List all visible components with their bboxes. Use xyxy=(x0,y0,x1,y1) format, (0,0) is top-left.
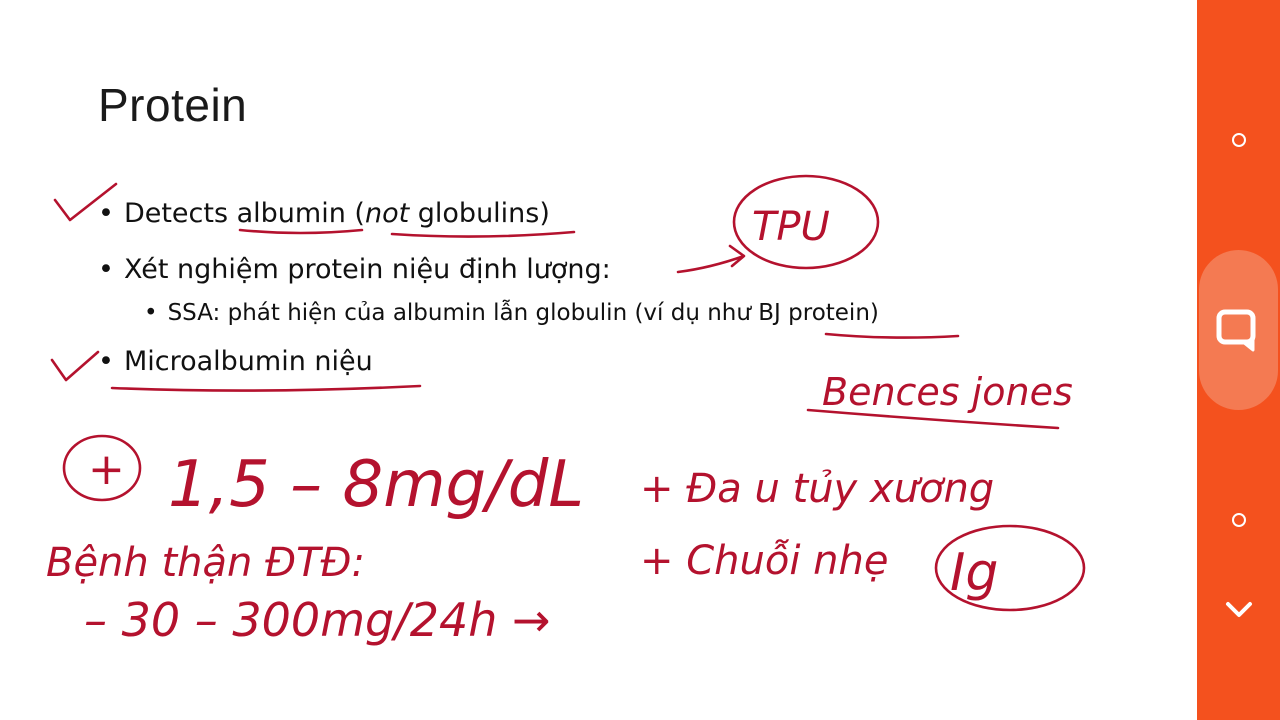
tpu-text: TPU xyxy=(752,204,830,250)
bullet-dot: • xyxy=(98,346,114,377)
lower-circle-button[interactable] xyxy=(1197,500,1280,540)
plus-circle xyxy=(64,436,140,500)
da-u-tuy-text: + Đa u tủy xương xyxy=(640,466,995,512)
chuoi-nhe-text: + Chuỗi nhẹ xyxy=(640,538,889,584)
circle-icon xyxy=(1232,513,1246,527)
bullet-dot: • xyxy=(98,254,114,285)
sub-bullet-ssa: • SSA: phát hiện của albumin lẫn globulin (ví dụ như BJ protein) xyxy=(144,300,879,326)
underline-bj-protein xyxy=(826,334,958,338)
ig-text: Ig xyxy=(950,543,999,603)
side-nav-bar xyxy=(1197,0,1280,720)
bullet-dot: • xyxy=(98,198,114,229)
bullet-dot: • xyxy=(144,300,158,326)
circle-icon xyxy=(1232,133,1246,147)
checkmark-2 xyxy=(52,352,98,380)
underline-bences xyxy=(808,410,1058,428)
bullet-microalbumin: • Microalbumin niệu xyxy=(98,346,373,377)
bullet-detects-albumin: • Detects albumin (not globulins) xyxy=(98,198,550,229)
bences-jones-text: Bences jones xyxy=(822,370,1073,414)
range-24h-text: – 30 – 300mg/24h → xyxy=(84,593,551,647)
chat-icon xyxy=(1213,306,1265,354)
chat-button[interactable] xyxy=(1199,250,1278,410)
arrow-to-tpu xyxy=(678,246,744,272)
tpu-circle xyxy=(734,176,878,268)
albumin-word: albumin xyxy=(236,198,346,229)
expand-button[interactable] xyxy=(1197,588,1280,632)
range-text: 1,5 – 8mg/dL xyxy=(168,448,584,522)
underline-microalbumin xyxy=(112,386,420,391)
top-circle-button[interactable] xyxy=(1197,120,1280,160)
bullet-xet-nghiem: • Xét nghiệm protein niệu định lượng: xyxy=(98,254,611,285)
underline-albumin xyxy=(240,230,362,233)
benh-than-text: Bệnh thận ĐTĐ: xyxy=(46,540,365,586)
chevron-down-icon xyxy=(1224,600,1254,620)
underline-not-globulins xyxy=(392,232,574,237)
slide-title: Protein xyxy=(98,79,248,131)
plus-text: + xyxy=(88,444,125,495)
not-word: not xyxy=(364,198,410,229)
ig-circle xyxy=(936,526,1084,610)
